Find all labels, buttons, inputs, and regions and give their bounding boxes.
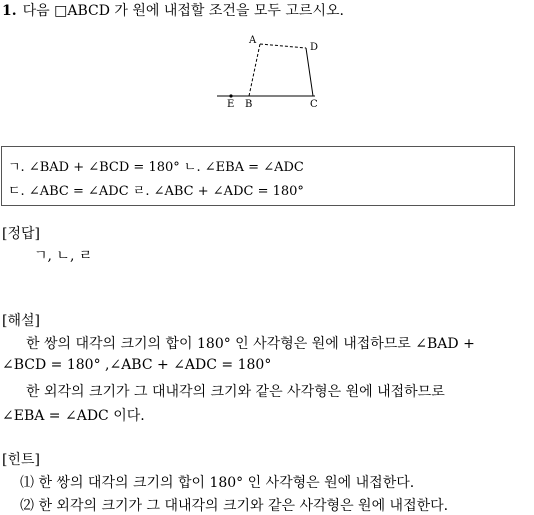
answer-heading: [정답] (2, 226, 40, 242)
answer-text: ㄱ, ㄴ, ㄹ (34, 248, 93, 264)
explanation-line-2: ∠BCD = 180° ,∠ABC + ∠ADC = 180° (2, 357, 272, 373)
question-text: 다음 □ABCD 가 원에 내접할 조건을 모두 고르시오. (22, 3, 344, 19)
question-number: 1. (2, 3, 17, 19)
explanation-line-1: 한 쌍의 대각의 크기의 합이 180° 인 사각형은 원에 내접하므로 ∠BAD + (26, 336, 475, 352)
side-ad (260, 44, 306, 48)
hint-item-2: ⑵ 한 외각의 크기가 그 대내각의 크기와 같은 사각형은 원에 내접한다. (20, 498, 449, 514)
label-d: D (310, 42, 319, 53)
explanation-line-4: ∠EBA = ∠ADC 이다. (2, 408, 145, 424)
hint-heading: [힌트] (2, 452, 40, 468)
explanation-line-3: 한 외각의 크기가 그 대내각의 크기와 같은 사각형은 원에 내접하므로 (26, 384, 445, 400)
hint-item-1: ⑴ 한 쌍의 대각의 크기의 합이 180° 인 사각형은 원에 내접한다. (20, 475, 415, 491)
side-dc (306, 48, 313, 96)
label-b: B (245, 99, 253, 110)
question-line (2, 0, 344, 20)
options-box (1, 146, 515, 206)
options-line-1: ㄱ. ∠BAD + ∠BCD = 180° ㄴ. ∠EBA = ∠ADC (8, 160, 304, 175)
quadrilateral-figure (205, 28, 335, 113)
explanation-heading: [해설] (2, 313, 40, 329)
side-ab (249, 44, 260, 96)
label-a: A (249, 35, 257, 46)
options-line-2: ㄷ. ∠ABC = ∠ADC ㄹ. ∠ABC + ∠ADC = 180° (8, 184, 304, 199)
label-c: C (310, 99, 318, 110)
point-e (229, 94, 232, 97)
label-e: E (227, 99, 235, 110)
